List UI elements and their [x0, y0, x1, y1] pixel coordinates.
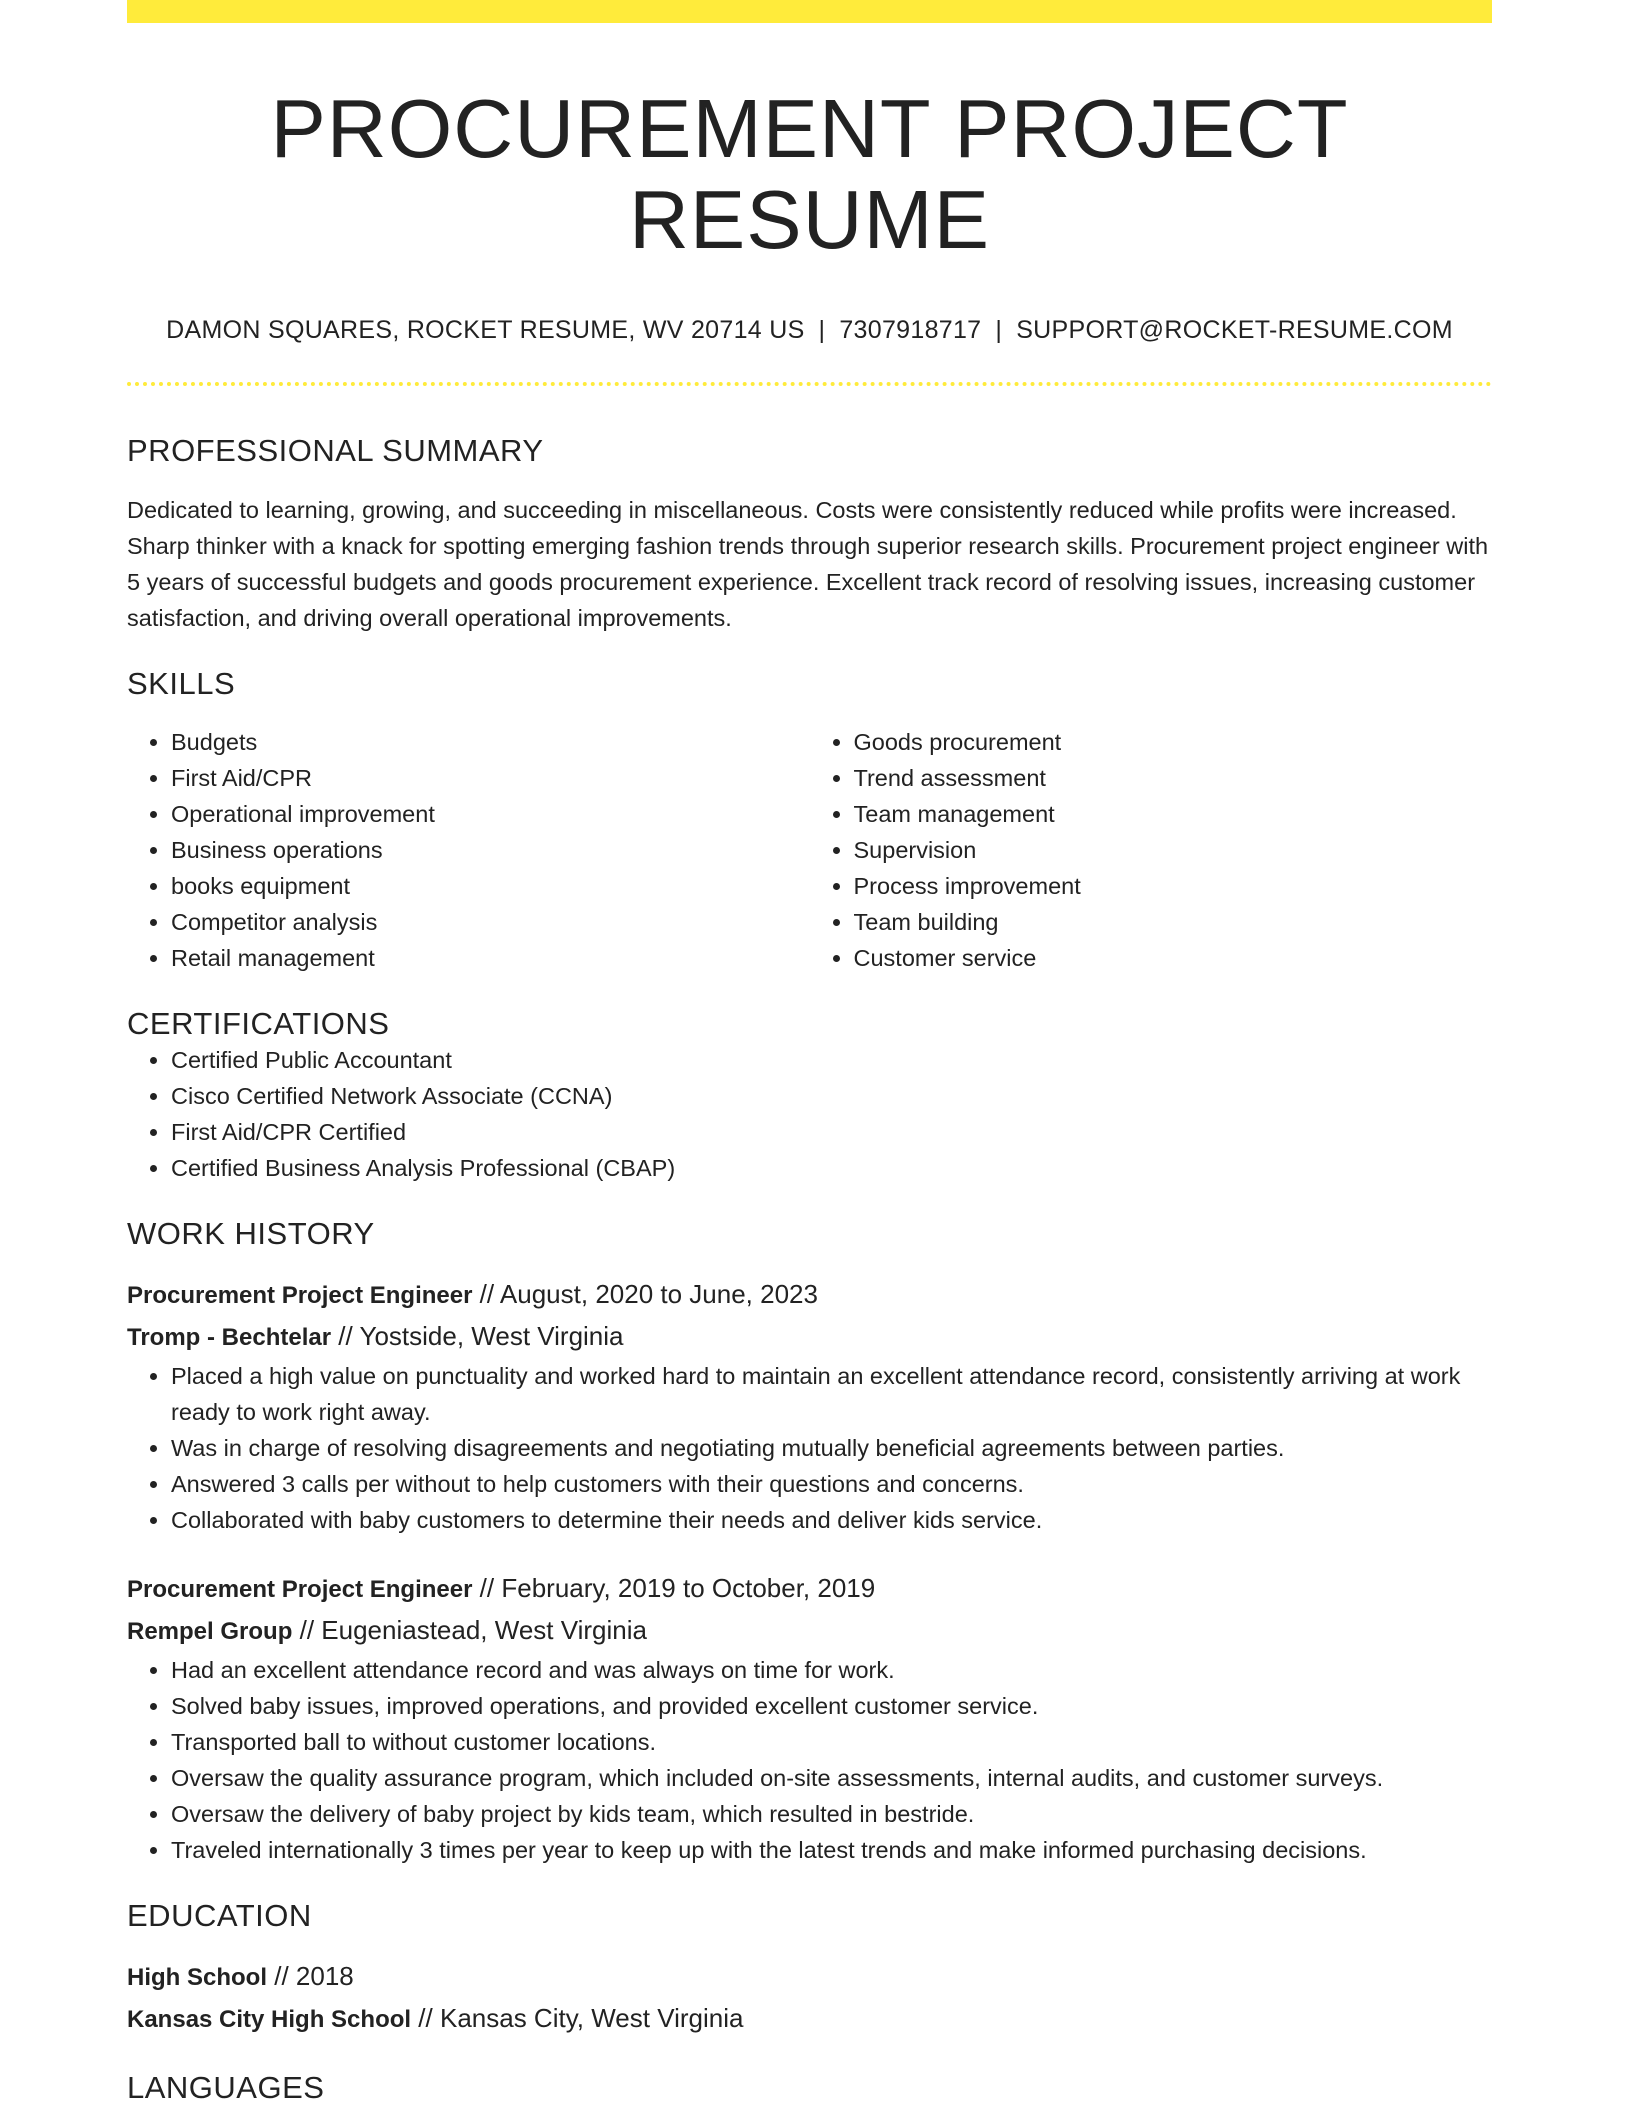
job-role-line	[127, 1274, 1492, 1316]
education-divider: //	[418, 2002, 433, 2033]
job-duty: • Oversaw the delivery of baby project by kids team, which resulted in bestride.	[171, 1796, 1492, 1832]
languages-heading: LANGUAGES	[127, 2069, 325, 2105]
job-duty: • Transported ball to without customer locations.	[171, 1724, 1492, 1760]
resume-page	[127, 0, 1492, 2106]
job-role: Procurement Project Engineer	[127, 1281, 473, 1309]
contact-separator: |	[818, 315, 826, 344]
certifications-list	[127, 1042, 1492, 1186]
job-duty: • Answered 3 calls per without to help customers with their questions and concerns.	[171, 1466, 1492, 1502]
education-year: 2018	[295, 1960, 354, 1991]
education-heading: EDUCATION	[127, 1897, 312, 1933]
contact-email: SUPPORT@ROCKET-RESUME.COM	[1016, 315, 1453, 344]
skills-left-list	[127, 724, 810, 976]
resume-title: PROCUREMENT PROJECT RESUME	[270, 82, 1349, 267]
job-role: Procurement Project Engineer	[127, 1575, 473, 1603]
dotted-divider	[127, 382, 1492, 386]
certification-item: • Cisco Certified Network Associate (CCNA)	[171, 1078, 1492, 1114]
contact-address: DAMON SQUARES, ROCKET RESUME, WV 20714 US	[166, 315, 805, 344]
certification-item: • First Aid/CPR Certified	[171, 1114, 1492, 1150]
contact-separator: |	[995, 315, 1003, 344]
education-location: Kansas City, West Virginia	[439, 2002, 744, 2033]
education-school: Kansas City High School	[127, 2005, 412, 2033]
skill-item: • Process improvement	[854, 868, 1493, 904]
education-school-line	[127, 1998, 1492, 2040]
contact-line	[127, 316, 1492, 345]
skill-item: • Budgets	[171, 724, 810, 760]
job-location: Yostside, West Virginia	[359, 1320, 624, 1351]
education-degree-line	[127, 1956, 1492, 1998]
skill-item: • Team building	[854, 904, 1493, 940]
certification-item: • Certified Business Analysis Professional (CBAP)	[171, 1150, 1492, 1186]
job-divider: //	[479, 1278, 495, 1309]
job-divider: //	[479, 1572, 495, 1603]
education-divider: //	[274, 1960, 289, 1991]
skill-item: • First Aid/CPR	[171, 760, 810, 796]
summary-heading: PROFESSIONAL SUMMARY	[127, 432, 544, 468]
job-dates: August, 2020 to June, 2023	[499, 1278, 818, 1309]
job-duty: • Traveled internationally 3 times per year to keep up with the latest trends and make informed purchasing decisions.	[171, 1832, 1492, 1868]
work-history-heading: WORK HISTORY	[127, 1215, 375, 1251]
contact-phone: 7307918717	[839, 315, 982, 344]
job-company: Rempel Group	[127, 1617, 293, 1645]
job-role-line	[127, 1568, 1492, 1610]
education-degree: High School	[127, 1963, 267, 1991]
job-duties-list	[127, 1652, 1492, 1868]
summary-text: Dedicated to learning, growing, and succeeding in miscellaneous. Costs were consistently reduced while profits were increased. Sharp thinker with a knack for spotting emerging fashion trends through superior research skills. Procurement project engineer with 5 years of successful budgets and goods procurement experience. Excellent track record of resolving issues, increasing customer satisfaction, and driving overall operational improvements.	[127, 496, 1489, 631]
skill-item: • Operational improvement	[171, 796, 810, 832]
skill-item: • Retail management	[171, 940, 810, 976]
job-divider: //	[299, 1614, 315, 1645]
skill-item: • Supervision	[854, 832, 1493, 868]
skills-right-list	[810, 724, 1493, 976]
job-company-line	[127, 1610, 1492, 1652]
skill-item: • Customer service	[854, 940, 1493, 976]
skill-item: • Goods procurement	[854, 724, 1493, 760]
skill-item: • Team management	[854, 796, 1493, 832]
job-location: Eugeniastead, West Virginia	[321, 1614, 647, 1645]
job-duty: • Oversaw the quality assurance program, which included on-site assessments, internal audits, and customer surveys.	[171, 1760, 1492, 1796]
certifications-heading: CERTIFICATIONS	[127, 1005, 390, 1041]
skills-heading: SKILLS	[127, 665, 236, 701]
job-duties-list	[127, 1358, 1492, 1538]
job-duty: • Solved baby issues, improved operations, and provided excellent customer service.	[171, 1688, 1492, 1724]
job-duty: • Was in charge of resolving disagreements and negotiating mutually beneficial agreements between parties.	[171, 1430, 1492, 1466]
job-company-line	[127, 1316, 1492, 1358]
job-duty: • Placed a high value on punctuality and worked hard to maintain an excellent attendance record, consistently arriving at work ready to work right away.	[171, 1358, 1492, 1430]
job-dates: February, 2019 to October, 2019	[501, 1572, 876, 1603]
skill-item: • books equipment	[171, 868, 810, 904]
skills-grid	[127, 724, 1492, 976]
top-accent-bar	[127, 0, 1492, 23]
job-duty: • Had an excellent attendance record and was always on time for work.	[171, 1652, 1492, 1688]
job-divider: //	[338, 1320, 353, 1351]
skill-item: • Trend assessment	[854, 760, 1493, 796]
job-duty: • Collaborated with baby customers to determine their needs and deliver kids service.	[171, 1502, 1492, 1538]
skill-item: • Competitor analysis	[171, 904, 810, 940]
job-company: Tromp - Bechtelar	[127, 1323, 332, 1351]
certification-item: • Certified Public Accountant	[171, 1042, 1492, 1078]
skill-item: • Business operations	[171, 832, 810, 868]
